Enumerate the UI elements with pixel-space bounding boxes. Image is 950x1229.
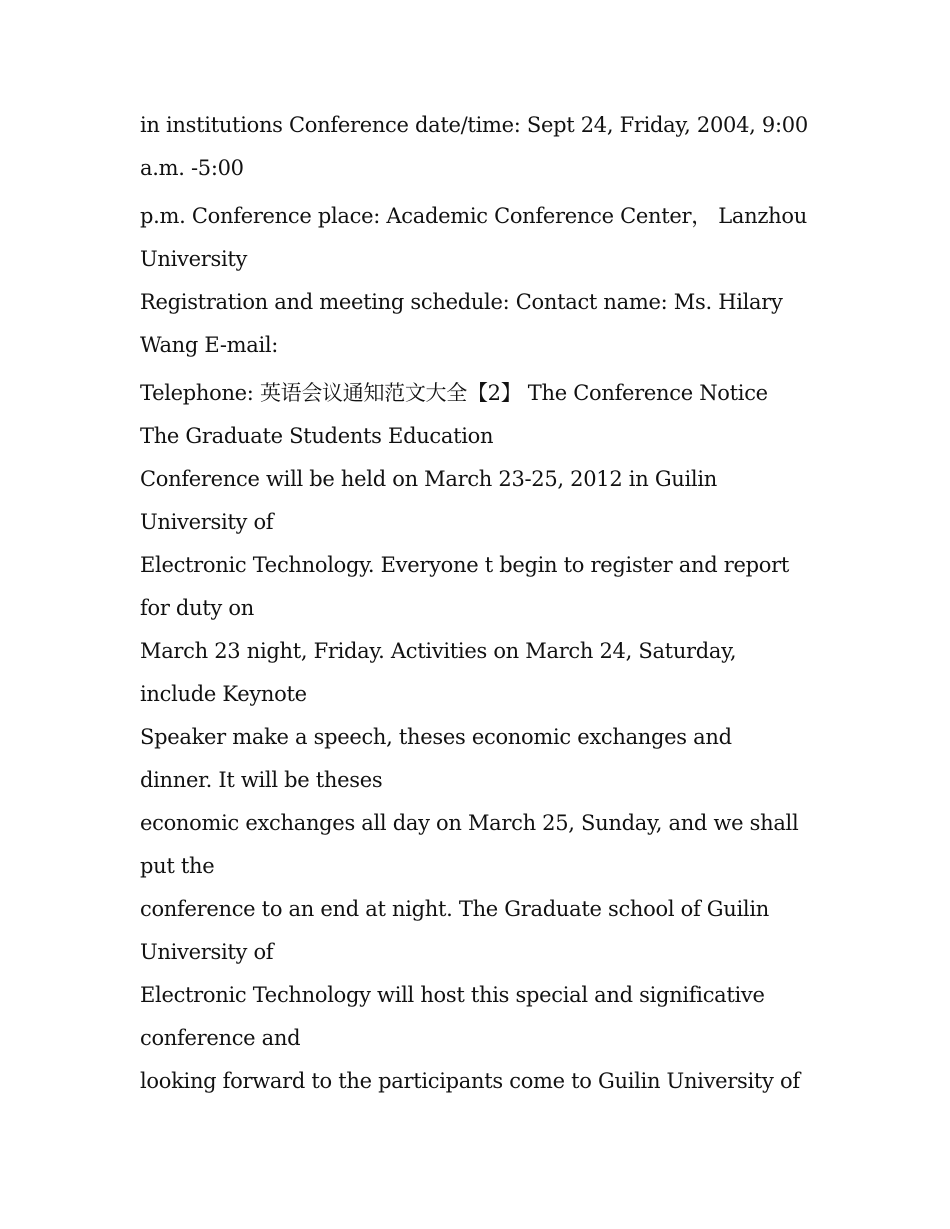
paragraph-line: Conference will be held on March 23-25, 2012 in Guilin University of — [140, 467, 717, 534]
paragraph-line: Speaker make a speech, theses economic exchanges and dinner. It will be theses — [140, 725, 732, 792]
paragraph-line: Electronic Technology. Everyone t begin to register and report for duty on — [140, 553, 789, 620]
document-body — [140, 104, 810, 1103]
paragraph-registration: Registration and meeting schedule: Contact name: Ms. Hilary Wang E-mail: — [140, 290, 783, 357]
paragraph-conference-date: in institutions Conference date/time: Sept 24, Friday, 2004, 9:00 a.m. -5:00 — [140, 113, 808, 180]
paragraph-line: looking forward to the participants come to Guilin University of — [140, 1069, 800, 1093]
paragraph-line: economic exchanges all day on March 25, Sunday, and we shall put the — [140, 811, 799, 878]
paragraph-line: conference to an end at night. The Graduate school of Guilin University of — [140, 897, 769, 964]
paragraph-line: March 23 night, Friday. Activities on March 24, Saturday, include Keynote — [140, 639, 737, 706]
paragraph-line: Electronic Technology will host this special and significative conference and — [140, 983, 765, 1050]
paragraph-telephone: Telephone: 英语会议通知范文大全【2】 The Conference Notice The Graduate Students Education — [140, 381, 768, 448]
paragraph-conference-place: p.m. Conference place: Academic Conference Center， Lanzhou University — [140, 204, 807, 271]
